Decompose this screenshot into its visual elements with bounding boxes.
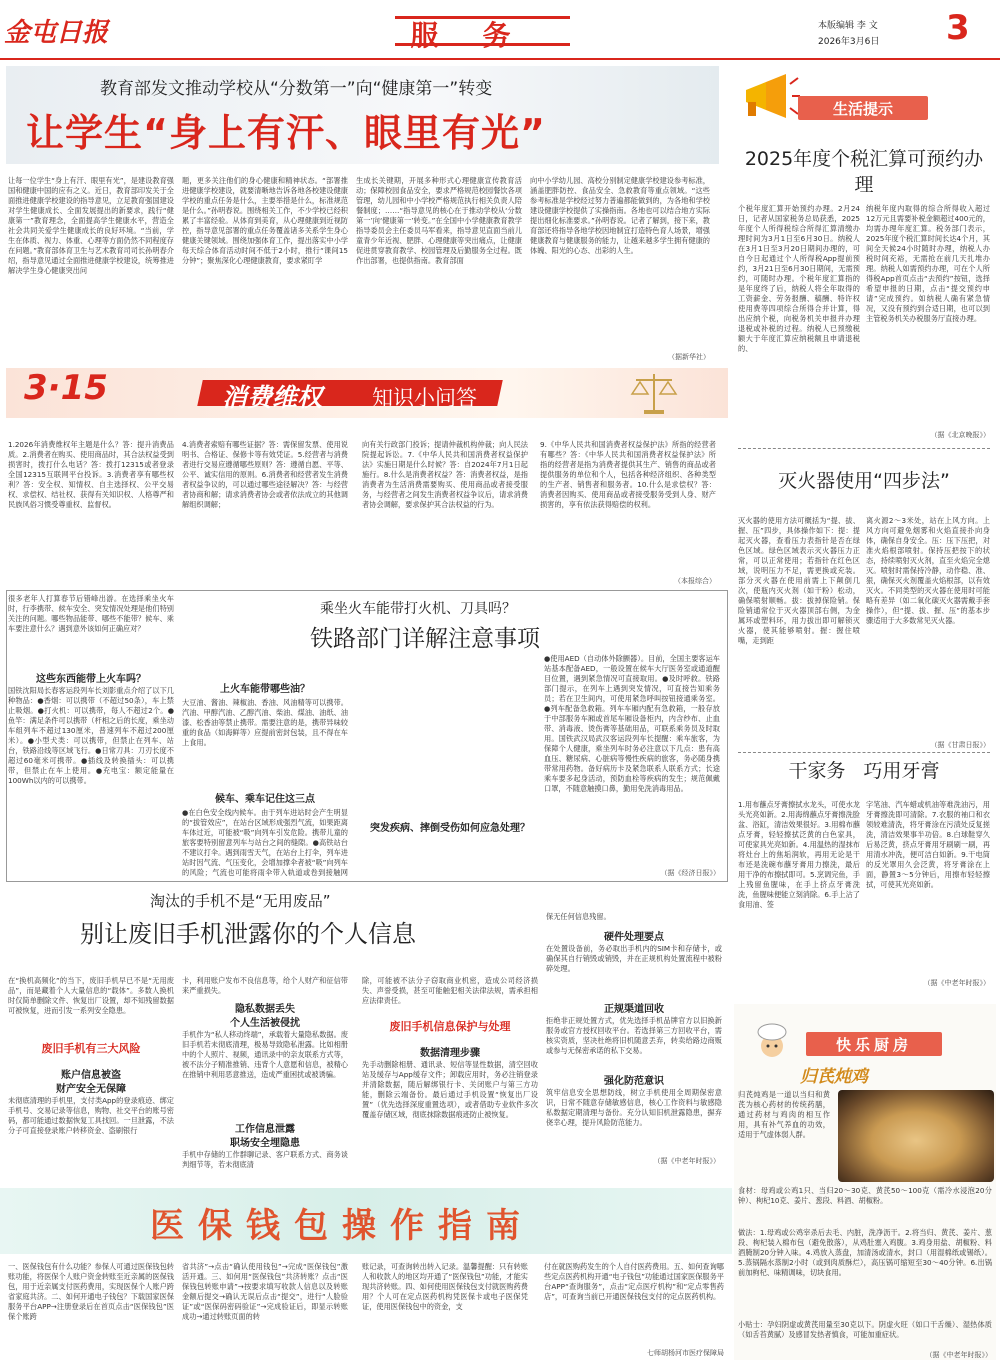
rights-banner-subtitle: 知识小问答 [372, 386, 477, 410]
recipe-ingredients: 食材：母鸡或公鸡1只、当归20～30克、黄芪50～100克（需冷水浸泡20分钟）、枸杞10克、姜片、葱段、料酒、胡椒粉。 [738, 1186, 992, 1205]
phone-heading-2b: 财产安全无保障 [56, 1084, 126, 1095]
phone-col4c: 拒绝非正规处置方式，优先选择手机品牌官方以旧换新服务或官方授权回收平台。若选择第三方回收平台，需核实资质，坚决杜绝将旧机随意丢弃，转卖给路边商贩或参与无保密承诺的私下交易。 [546, 1016, 722, 1055]
dish-photo [838, 1090, 994, 1182]
tax-col1: 个税年度汇算开始预约办理。2月24日，记者从国家税务总局获悉，2025年度个人所得税综合所得汇算清缴办理时间为3月1日至6月30日。纳税人在3月1日至3月20日期间办理的，可自今日起通过个人所得税App提前预约，3月21日至6月30日期间，无需预约，可随时办理。个税年度汇算指的是年度终了后，纳税人将全年取得的工资薪金、劳务报酬、稿酬、特许权使用费等四项综合所得合并计算，得出应纳个税，向税务机关申报并办理退税或补税的过程。纳税人已预缴税额大于年度汇算应纳税额且申请退税的、 [738, 204, 860, 353]
article-health-title: 让学生“身上有汗、眼里有光” [26, 111, 546, 155]
recipe-intro: 归芪炖鸡是一道以当归和黄芪为核心药材的传统药膳，通过药材与鸡肉的相互作用，具有补气养血的功效，适用于气虚体弱人群。 [738, 1090, 830, 1139]
train-col3b [362, 654, 538, 878]
phone-lead: 在“换机高频化”的当下，废旧手机早已不是“无用废品”，而是藏着个人大量信息的“载体”。多数人换机时仅简单删除文件、恢复出厂设置，却不知残留数据可被恢复，进而引发一系列安全隐患。 [8, 976, 174, 1015]
extinguisher-source: （据《甘肃日报》） [930, 741, 990, 749]
phone-col4: 保无任何信息残留。 [546, 912, 611, 921]
phone-col1: 未彻底清理的手机里，支付类App的登录痕迹、绑定手机号、交易记录等信息，购物、社交平台的账号密码，都可能通过数据恢复工具找回。一旦泄露，不法分子可直接登录账户转移资金、盗刷银行 [8, 1096, 174, 1135]
phone-heading-8: 正规渠道回收 [604, 1004, 664, 1015]
recipe-source: （据《中老年时报》） [925, 1351, 992, 1359]
recipe-tip: 小贴士：孕妇阴虚或黄芪用量至30克以下。阴虚火旺（如口干舌燥）、湿热体质（如舌苔黄腻）及感冒发热者慎食，可能加重症状。 [738, 1320, 992, 1339]
train-lead: 很多老年人打算春节后错峰出游。在选择乘坐火车时，行李携带、候车安全、突发情况处理是他们特别关注的问题。哪些物品能带、哪些不能带？候车、乘车要注意什么？遇到意外该如何正确应对？ [8, 594, 174, 633]
rights-banner-title: 消费维权 [222, 383, 323, 412]
toothpaste-col2: 字笔油、汽车蜡或机油等难洗油污，用牙膏擦洗即可清除。7.衣服的袖口和衣领较难清洗，将牙膏涂在污渍处反复搓洗，清洁效果事半功倍。8.白球鞋穿久后易泛黄，挤点牙膏用牙刷刷一刷，再用清水冲洗，便可洁白如新。9.干电筒的反光罩用久会泛黄，将牙膏涂在上面，静置3～5分钟后，用擦布轻轻擦拭，可使其光亮如新。 [866, 800, 990, 889]
phone-heading-5: 废旧手机信息保护与处理 [389, 1020, 511, 1033]
phone-title: 别让废旧手机泄露你的个人信息 [80, 920, 416, 948]
phone-source: （据《中老年时报》） [653, 1157, 720, 1165]
tax-col2: 纳税年度内取得的综合所得收入超过12万元且需要补税金额超过400元的，均需办理年度汇算。税务部门表示，2025年度个税汇算时间长达4个月，其间全天候24小时随时办理，纳税人办税时间充裕，无需抢在前几天扎堆办理。纳税人如需预约办理，可在个人所得税App首页点击“去预约”按钮，选择希望申报的日期，点击“提交预约申请”完成预约。如纳税人确有紧急情况，又没有预约到合适日期，也可以到主管税务机关办税服务厅直接办理。 [866, 204, 990, 323]
phone-heading-4b: 职场安全埋隐患 [230, 1138, 300, 1149]
phone-heading-2: 账户信息被盗 [61, 1070, 121, 1081]
toothpaste-source: （据《中老年时报》） [923, 979, 990, 987]
article-health-col3: 生成长关键期，开展多种形式心理健康宣传教育活动；保障校园食品安全，要求严格规范校园餐饮各项管理，幼儿园和中小学校严格规范执行相关负责人陪餐制度；……“指导意见的核心在于推动学校从‘分数第一’向‘健康第一’转变。”在全国中小学健康教育教学指导委员会主任委员马军看来，指导意见直面当前儿童青少年近视、肥胖、心理健康等突出痛点，让健康促进贯穿教育教学、校园管理及后勤服务全过程。既作出部署，也提供指南。教育部面 [356, 176, 522, 265]
phone-heading-3b: 个人生活被侵扰 [230, 1018, 300, 1029]
insurance-title: 医保钱包操作指南 [150, 1206, 534, 1246]
header-rule [0, 58, 1000, 60]
recipe-steps: 做法：1.母鸡或公鸡宰杀后去毛、内脏，洗净沥干。2.将当归、黄芪、姜片、葱段、枸杞装入棉布包（避免散落），从鸡肚塞入鸡腹。3.鸡身用盐、胡椒粉、料酒腌制20分钟入味。4.鸡放入蒸盘，加清汤或清水，封口（用湿棉纸或锡纸）。5.蒸锅隔水蒸制2小时（或到肉质酥烂），高压锅可缩短至30～40分钟。6.出锅前加枸杞、味精调味，切块食用。 [738, 1228, 992, 1277]
train-source: （据《经济日报》） [660, 869, 720, 877]
train-col1: 国铁沈阳局长春客运段列车长刘影重点介绍了以下几种物品：●香烟：可以携带（不超过50条），车上禁止吸烟。●打火机：可以携带，每人不超过2个。●鱼竿：满足条件可以携带（杆相之后的长度，乘坐动车组列车不超过130厘米，普速列车不超过200厘米）。●小型犬类：可以携带，但禁止在列车、站台，铁路沿线等区域飞行。●日常刀具：刀刃长度不超过60毫米可携带。●插线及转换插头：可以携带，但禁止在车上使用。●充电宝：额定能量在100Wh以内的可以携带。 [8, 686, 174, 785]
extinguisher-title: 灭火器使用“四步法” [778, 470, 950, 492]
tax-source: （据《北京晚报》） [930, 431, 990, 439]
editor: 本版编辑 李 文 [818, 21, 878, 31]
toothpaste-title: 干家务 巧用牙膏 [788, 760, 940, 782]
article-health-source: （据新华社） [668, 353, 710, 361]
rights-qa-col4: 9.《中华人民共和国消费者权益保护法》所指的经营者有哪些？答：《中华人民共和国消费者权益保护法》所指的经营者是指为消费者提供其生产、销售的商品或者提供服务的单位和个人，包括各种经济组织、各种类型的生产者、销售者和服务者。10.什么是求偿权？答：消费者因购买、使用商品或者接受服务受到人身、财产损害的，享有依法获得赔偿的权利。 [540, 440, 716, 509]
megaphone-icon [740, 72, 800, 122]
scales-icon [630, 370, 678, 416]
phone-heading-4: 工作信息泄露 [235, 1124, 295, 1135]
article-health-col4: 向中小学幼儿园、高校分别制定健康学校建设参考标准，涵盖肥胖防控、食品安全、急救教育等重点领域。“这些参考标准是学校经过努力普遍都能做到的，为各地和学校建设健康学校提供了实操指南。各地也可以结合地方实际提出细化标准要求。”孙明春说。记者了解到，接下来，教育部还将指导各地学校因地制宜打造特色育人场景，增强健康教育与健康服务的能力，让越来越多学生拥有健康的体魄、阳光的心态、出彩的人生。 [530, 176, 710, 255]
life-tips-badge-label: 生活提示 [832, 100, 893, 118]
tax-title [736, 146, 992, 198]
phone-col2c: 手机中存储的工作群聊记录、客户联系方式、商务谈判细节等，若未彻底清 [182, 1150, 348, 1169]
toothpaste-col1: 1.用布蘸点牙膏擦拭水龙头，可使水龙头光亮如新。2.用海绵蘸点牙膏擦洗脸盆、浴缸，清洁效果很好。3.用棉布蘸点牙膏，轻轻擦拭泛黄的白色家具，可使家具光亮如新。4.用温热的湿抹布将灶台上的焦垢润软，再用无论是干布还是洗碗布蘸牙膏用力擦洗，最后用干净的布擦拭即可。5.烹调完鱼，手上残留鱼腥味，在手上挤点牙膏洗洗，鱼腥味便能立刻消除。6.手上沾了食用油、签 [738, 800, 860, 909]
section-title: 服务 [410, 19, 555, 52]
extinguisher-col1: 灭火器的使用方法可概括为“提、拔、握、压”四步，具体操作如下：提：提起灭火器，查看压力表指针是否在绿色区域。绿色区域表示灭火器压力正常，可以正常使用；若指针在红色区域，说明压力不足，需更换或充装。部分灭火器在使用前需上下颠倒几次，使瓶内灭火剂（如干粉）松动，确保喷射顺畅。拔：拔掉保险销。保险销通常位于灭火器顶部右侧，为金属环或塑料环，用力拔出即可解锁灭火器，使其能够喷射。握：握住喷嘴，走到距 [738, 516, 860, 645]
phone-col4d: 筑牢信息安全思想防线，树立手机使用全周期保密意识，日常不随意存储敏感信息，核心工作资料与敏感隐私数据定期清理与备份。充分认知旧机泄露隐患，摒弃侥幸心理，提升风险防范能力。 [546, 1088, 722, 1127]
insurance-source: 七师胡杨河市医疗保障局 [647, 1349, 724, 1357]
article-health-col2: 题，更多关注他们的身心健康和精神状态。“部署推进健康学校建设，就要清晰地告诉各地各校建设健康学校的重点任务是什么，主要举措是什么，标准规范是什么。”孙明春说。围绕相关工作，不少学校已经积累了丰富经验。从体育到美育，从心理健康到近视防控，指导意见部署的重点任务覆盖诸多关系学生身心健康关键领域。围绕加强体育工作，提出落实中小学每天综合体育活动时间不低于2小时，推行“课间15分钟”；聚焦深化心理健康教育，要求紧盯学 [182, 176, 348, 265]
issue-date: 2026年3月6日 [818, 37, 880, 47]
train-title: 铁路部门详解注意事项 [310, 626, 540, 652]
train-heading-3: 候车、乘车记住这三点 [215, 794, 315, 805]
phone-heading-1: 废旧手机有三大风险 [41, 1042, 141, 1055]
tax-title-text: 2025年度个税汇算可预约办理 [744, 148, 984, 196]
chef-icon [748, 1022, 796, 1062]
extinguisher-col2: 离火源2～3米处，站在上风方向。上风方向可避免烟雾和火焰直接扑向身体，确保自身安全。压：压下压把，对准火焰根部喷射。保持压把按下的状态，持续喷射灭火剂，直至火焰完全熄灭。喷射时需保持冷静，动作稳、准、狠，确保灭火剂覆盖火焰根部，以有效灭火。不同类型的灭火器在使用时可能略有差异（如二氧化碳灭火器需戴手套操作），但“提、拔、握、压”的基本步骤适用于大多数常见灭火器。 [866, 516, 990, 625]
phone-col3b: 先手动删除相册、通讯录、短信等显性数据，清空回收站及缓存与App缓存文件；卸载应用时，务必注销登录并清除数据，随后解绑银行卡、关闭账户与第三方功能，删除云端备份。最后通过手机设置“恢复出厂设置”（优先选择深度重置选项），或者借助专业软件多次覆盖存储区域，彻底抹除数据痕迹防止被恢复。 [362, 1060, 538, 1119]
insurance-col1: 一、医保钱包有什么功能？参保人可通过医保钱包转账功能，将医保个人账户资金转账至近亲属的医保钱包，用于近亲属支付医药费用，实现医保个人账户跨省家庭共济。二、如何开通电子钱包？下载国家医保服务平台APP→注册登录后在首页点击“医保钱包”医保个账跨 [8, 1262, 174, 1321]
insurance-col4: 付在就医购药发生的个人自付医药费用。五、如何查询哪些定点医药机构开通“电子钱包”功能通过国家医保服务平台APP“查询服务”，点击“定点医疗机构”和“定点零售药店”，可查询当前已开通医保钱包支付的定点医药机构。 [544, 1262, 724, 1301]
train-col3: ●在白色安全线内候车。由于列车进站时会产生明显的“拔管效应”，在站台区域形成强烈气流，如果距离车体过近，可能被“吸”向列车引发危险。携带儿童的旅客要特别留意列车与站台之间的缝隙。●高铁站台不建议打伞。遇到雨雪天气，在站台上打伞，列车进站时因气流、气压变化，会增加撑伞者被“吸”向列车的风险；气流也可能将雨伞带入轨道或卷到接触网 [182, 808, 348, 877]
rights-qa-col2: 4.消费者索赔有哪些证据？答：需保留发票、使用说明书、合格证、保修卡等有效凭证。5.经营者与消费者进行交易应遵循哪些原则？答：遵循自愿、平等、公平、诚实信用的原则。6.消费者和经营者发生消费者权益争议的，可以通过哪些途径解决？答：与经营者协商和解；请求消费者协会或者依法成立的其他调解组织调解； [182, 440, 348, 509]
masthead [0, 0, 1000, 58]
insurance-col3: 账记录，可查询转出转入记录。温馨提醒：只有转账人和收款人的地区均开通了“医保钱包”功能，才能实现共济转账。四、如何使用医保钱包支付就医购药费用？个人可在定点医药机构凭医保卡或电子医保凭证，使用医保钱包中的资金，支 [362, 1262, 528, 1311]
phone-heading-3: 隐私数据丢失 [235, 1004, 295, 1015]
phone-heading-6: 数据清理步骤 [420, 1048, 480, 1059]
insurance-col2: 省共济”→点击“确认使用钱包”→完成“医保钱包”激活开通。三、如何用“医保钱包”共济转账？点击“医保钱包转账申请”→按要求填写收款人信息以及转账金额后提交→确认无误后点击“提交”，进行“人脸验证”或“医保码密码验证”→完成验证后，即显示转账成功→通过转账页面的转 [182, 1262, 348, 1321]
rights-banner-label: 3·15 [24, 368, 108, 408]
phone-kicker: 淘汰的手机不是“无用废品” [150, 892, 331, 910]
train-heading-4-inline: 突发疾病、摔倒受伤如何应急处理？ [370, 823, 530, 834]
train-kicker: 乘坐火车能带打火机、刀具吗？ [320, 601, 516, 617]
phone-col2b: 手机作为“私人移动终端”，承载着大量隐私数据。废旧手机若未彻底清理，极易导致隐私泄露。比如相册中的个人照片、视频，通讯录中的亲友联系方式等，被不法分子精准推销、违背个人意愿和信息，被精心在推销中利用恶意推送，造成严重困扰或被诱骗。 [182, 1030, 348, 1079]
phone-heading-7: 硬件处理要点 [604, 932, 664, 943]
page-number: 3 [946, 8, 970, 48]
article-health-kicker: 教育部发文推动学校从“分数第一”向“健康第一”转变 [100, 79, 493, 99]
recipe-title: 归芪炖鸡 [800, 1067, 868, 1087]
phone-heading-9: 强化防范意识 [604, 1076, 664, 1087]
train-heading-2: 上火车能带哪些油？ [220, 684, 310, 695]
rights-source: （本报综合） [674, 577, 716, 585]
paper-logo: 金屯日报 [4, 18, 109, 48]
rights-qa-col1: 1.2026年消费维权年主题是什么？答：提升消费品质。2.消费者在购买、使用商品时，其合法权益受到损害时，拨打什么电话？答：拨打12315或者登录全国12315互联网平台投诉。3.消费者享有哪些权利？答：安全权、知情权、自主选择权、公平交易权、求偿权、结社权、获得有关知识权、人格尊严和民族风俗习惯受尊重权、监督权。 [8, 440, 174, 509]
train-col4: ●使用AED（自动体外除颤器）。目前，全国主要客运车站基本配备AED，一般设置在候车大厅医务室或通道醒目位置，遇到紧急情况可直接取用。●及时呼救。铁路部门提示，在列车上遇到突发情况，可直接告知乘务员；若在卫生间内，可使用紧急呼叫按钮接通乘务室。●列车配备急救箱。列车车厢内配有急救箱，一般存放于中部服务车厢或首尾车厢设备柜内，内含纱布、止血带、消毒液、烫伤膏等基础用品，可联系乘务员及时取用。国铁武汉局武汉客运段列车长提醒：乘车旅客，为保障个人健康，乘坐列车时务必注意以下几点：患有高血压、糖尿病、心脏病等慢性疾病的旅客，务必随身携带常用药物。备好病历卡及紧急联系人联系方式；长途乘车要多起身活动，预防血栓等疾病的发生；规范佩戴口罩，不随意触摸口鼻，勤用免洗消毒用品。 [544, 654, 720, 793]
phone-col4b: 在处置设备前，务必取出手机内的SIM卡和存储卡，或确保其自行销毁或销毁，并在正规机构处置流程中被粉碎处理。 [546, 944, 722, 973]
kitchen-badge-label: 快乐厨房 [835, 1036, 912, 1054]
train-col2: 大豆油、酱油、辣椒油、香油、风油精等可以携带。汽油、甲醇汽油、乙醇汽油、柴油、煤油、油纸、油漆、松香油等禁止携带。需要注意的是，携带异味较重的食品（如海鲜等）应提前密封包装，且不得在车上食用。 [182, 698, 348, 747]
article-health-col1: 让每一位学生“身上有汗、眼里有光”，是建设教育强国和健康中国的应有之义。近日，教育部印发关于全面推进健康学校建设的指导意见，立足教育强国建设对学生健康成长、全面发展提出的新要求，践行“健康第一”教育理念，全面提高学生健康水平，营造全社会共同关爱学生健康成长的良好环境。“当前，学生在体质、视力、体重、心理等方面仍然不同程度存在问题。”教育部体育卫生与艺术教育司司长孙明春介绍，指导意见通过全面推进健康学校建设，统筹推进解决学生身心健康突出问 [8, 176, 174, 275]
train-heading-1: 这些东西能带上火车吗？ [36, 674, 146, 685]
phone-col3: 除，可能被不法分子窃取商业机密，造成公司经济损失、声誉受损，甚至可能触犯相关法律法规，需承担相应法律责任。 [362, 976, 538, 1005]
rights-qa-col3: 向有关行政部门投诉；提请仲裁机构仲裁；向人民法院提起诉讼。7.《中华人民共和国消费者权益保护法》实施日期是什么时候？答：自2024年7月1日起施行。8.什么是消费者权益？答：消费者权益，是指消费者为生活消费需要购买、使用商品或者接受服务，与经营者之间发生消费者权益争议后，请求消费者协会调解，要求保护其合法权益的行为。 [362, 440, 528, 509]
phone-col2: 卡，利用账户发布不良信息等，给个人财产和征信带来严重损失。 [182, 976, 348, 995]
